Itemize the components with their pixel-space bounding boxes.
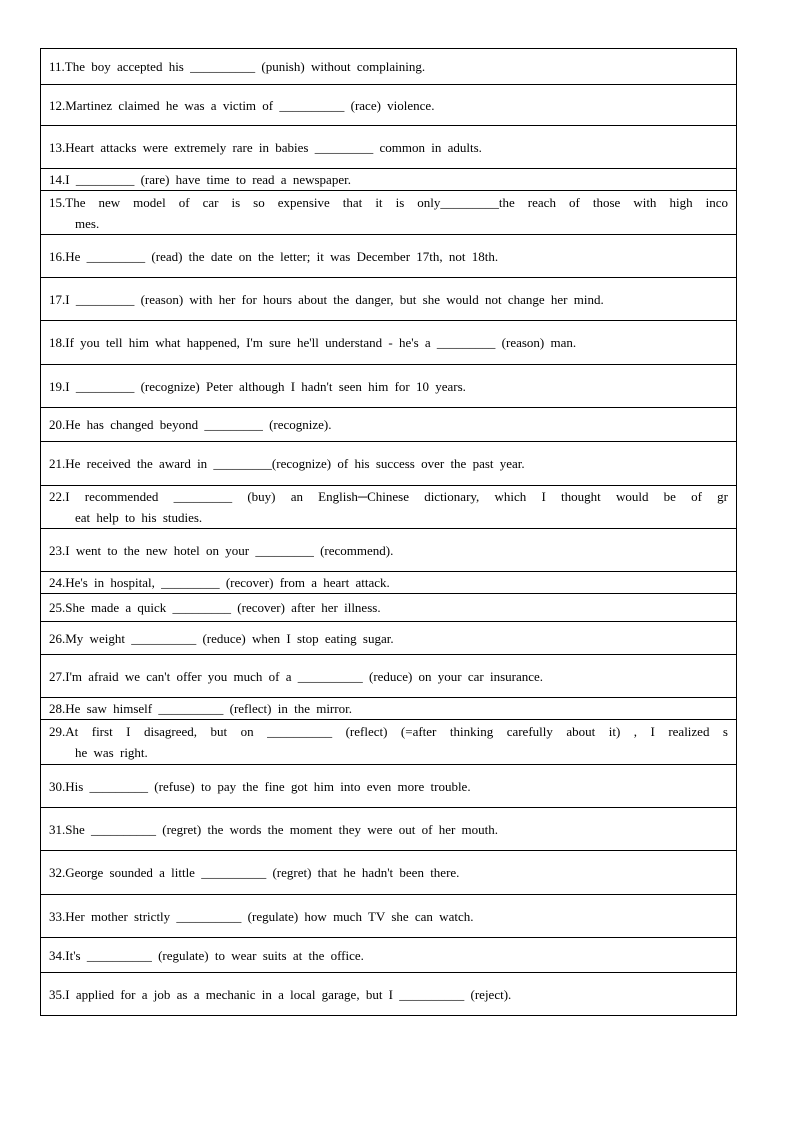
exercise-text-line-2: he was right. [75,745,148,760]
exercise-row-16 [41,234,736,277]
exercise-text: 30.His _________ (refuse) to pay the fine got him into even more trouble. [49,778,471,794]
exercise-text: 14.I _________ (rare) have time to read a newspaper. [49,172,351,187]
exercise-text [49,192,728,234]
exercise-row-30 [41,764,736,807]
exercise-text: 34.It's __________ (regulate) to wear suits at the office. [49,947,364,963]
exercise-text: 28.He saw himself __________ (reflect) in the mirror. [49,701,352,716]
exercise-text: 11.The boy accepted his __________ (punish) without complaining. [49,59,426,74]
exercise-table [40,48,737,1016]
exercise-row-27 [41,654,736,697]
exercise-row-34 [41,937,736,972]
exercise-row-25 [41,593,736,621]
exercise-row-13 [41,125,736,168]
exercise-row-35 [41,972,736,1015]
exercise-row-11 [41,49,736,84]
exercise-text [49,721,728,763]
exercise-row-20 [41,407,736,441]
exercise-row-28 [41,697,736,719]
exercise-row-23 [41,528,736,571]
exercise-text-line-2: eat help to his studies. [75,510,203,525]
exercise-text: 13.Heart attacks were extremely rare in babies _________ common in adults. [49,139,482,155]
exercise-text: 27.I'm afraid we can't offer you much of a __________ (reduce) on your car insurance. [49,668,544,684]
exercise-row-15 [41,190,736,234]
exercise-text-line-1: 29.At first I disagreed, but on __________ (reflect) (=after thinking carefully about it) , I realized s [49,724,728,739]
exercise-row-29 [41,719,736,764]
exercise-row-24 [41,571,736,593]
exercise-text-line-1: 15.The new model of car is so expensive that it is only_________the reach of those with high inco [49,194,728,210]
exercise-row-17 [41,277,736,320]
exercise-text: 19.I _________ (recognize) Peter although I hadn't seen him for 10 years. [49,378,466,394]
exercise-text: 23.I went to the new hotel on your _________ (recommend). [49,542,394,558]
exercise-row-14 [41,168,736,190]
exercise-text: 26.My weight __________ (reduce) when I stop eating sugar. [49,630,394,646]
exercise-row-32 [41,850,736,894]
exercise-row-18 [41,320,736,364]
exercise-text: 25.She made a quick _________ (recover) after her illness. [49,600,381,615]
exercise-text: 31.She __________ (regret) the words the moment they were out of her mouth. [49,821,499,837]
exercise-row-31 [41,807,736,850]
exercise-text: 24.He's in hospital, _________ (recover) from a heart attack. [49,575,390,590]
exercise-row-22 [41,485,736,528]
exercise-row-19 [41,364,736,407]
exercise-row-26 [41,621,736,654]
exercise-text: 17.I _________ (reason) with her for hours about the danger, but she would not change her mind. [49,291,604,307]
exercise-text-line-2: mes. [75,215,100,231]
exercise-text-line-1: 22.I recommended _________ (buy) an English─Chinese dictionary, which I thought would be of gr [49,489,728,504]
exercise-row-12 [41,84,736,125]
exercise-text: 20.He has changed beyond _________ (recognize). [49,417,332,432]
exercise-text: 12.Martinez claimed he was a victim of __________ (race) violence. [49,97,435,113]
exercise-text: 35.I applied for a job as a mechanic in a local garage, but I __________ (reject). [49,986,512,1002]
exercise-text: 18.If you tell him what happened, I'm sure he'll understand - he's a _________ (reason) man. [49,335,577,350]
exercise-text: 21.He received the award in _________(recognize) of his success over the past year. [49,456,525,471]
exercise-text: 32.George sounded a little __________ (regret) that he hadn't been there. [49,865,460,880]
exercise-text [49,486,728,528]
exercise-text: 16.He _________ (read) the date on the letter; it was December 17th, not 18th. [49,248,499,264]
exercise-row-21 [41,441,736,485]
exercise-text: 33.Her mother strictly __________ (regulate) how much TV she can watch. [49,908,474,924]
exercise-row-33 [41,894,736,937]
